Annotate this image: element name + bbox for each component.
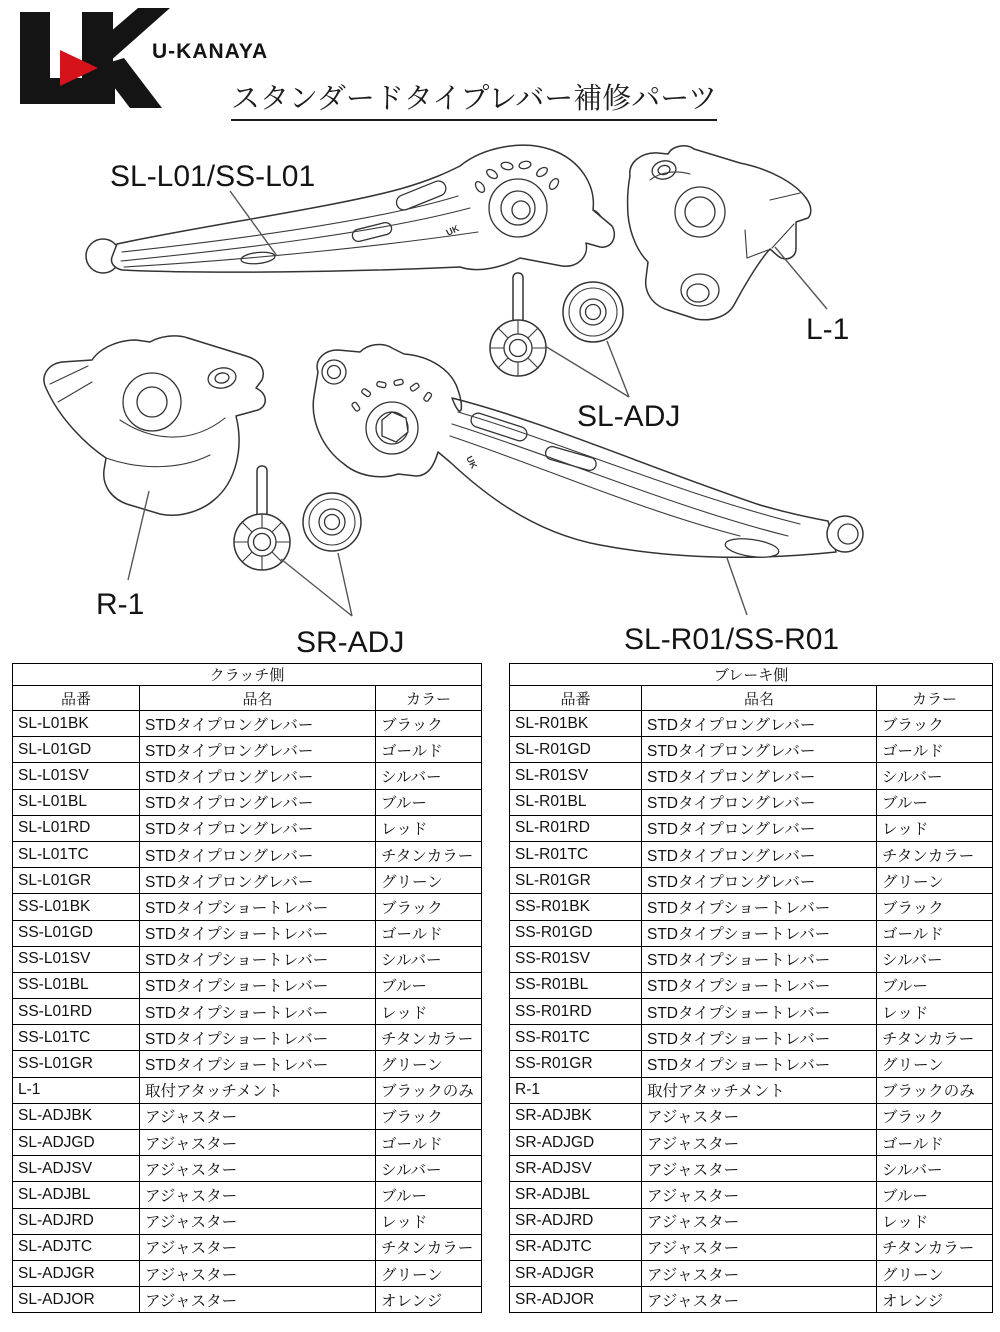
color-cell: オレンジ [877, 1287, 993, 1313]
part-name-cell: アジャスター [642, 1287, 877, 1313]
color-cell: ブルー [376, 789, 482, 815]
table-row [13, 1156, 482, 1182]
part-name-cell: アジャスター [642, 1103, 877, 1129]
table-row [13, 763, 482, 789]
part-name-cell: STDタイプショートレバー [642, 920, 877, 946]
table-row [510, 789, 993, 815]
part-number-cell: SL-R01GD [510, 737, 642, 763]
color-cell: ゴールド [877, 737, 993, 763]
table-title-clutch: クラッチ側 [13, 664, 482, 686]
part-number-cell: L-1 [13, 1077, 140, 1103]
part-name-cell: STDタイプロングレバー [642, 868, 877, 894]
clutch-parts-table [12, 663, 482, 1313]
table-row [510, 711, 993, 737]
part-name-cell: STDタイプロングレバー [642, 711, 877, 737]
color-cell: グリーン [877, 1260, 993, 1286]
color-cell: ブルー [877, 972, 993, 998]
part-name-cell: STDタイプショートレバー [140, 999, 376, 1025]
color-cell: ブラック [376, 1103, 482, 1129]
col-header-part-number: 品番 [510, 686, 642, 711]
part-number-cell: SS-R01SV [510, 946, 642, 972]
col-header-color: カラー [877, 686, 993, 711]
part-name-cell: アジャスター [140, 1156, 376, 1182]
table-row [510, 1287, 993, 1313]
color-cell: レッド [376, 815, 482, 841]
color-cell: チタンカラー [376, 1234, 482, 1260]
color-cell: シルバー [376, 1156, 482, 1182]
part-name-cell: STDタイプショートレバー [140, 946, 376, 972]
part-name-cell: STDタイプショートレバー [140, 920, 376, 946]
color-cell: ゴールド [877, 1130, 993, 1156]
part-name-cell: STDタイプショートレバー [140, 1051, 376, 1077]
part-name-cell: STDタイプロングレバー [140, 711, 376, 737]
part-name-cell: STDタイプロングレバー [140, 815, 376, 841]
part-number-cell: SR-ADJGD [510, 1130, 642, 1156]
part-name-cell: STDタイプロングレバー [642, 763, 877, 789]
brand-text: U-KANAYA [152, 40, 269, 63]
label-clutch-lever: SL-L01/SS-L01 [110, 160, 316, 193]
part-name-cell: アジャスター [140, 1103, 376, 1129]
table-row [13, 1025, 482, 1051]
part-number-cell: SR-ADJSV [510, 1156, 642, 1182]
color-cell: グリーン [376, 868, 482, 894]
part-number-cell: SL-L01BK [13, 711, 140, 737]
table-row [510, 894, 993, 920]
table-row [510, 1051, 993, 1077]
part-name-cell: アジャスター [140, 1260, 376, 1286]
table-row [13, 1234, 482, 1260]
l1-bracket-drawing [628, 146, 811, 320]
part-name-cell: STDタイプショートレバー [642, 894, 877, 920]
part-number-cell: SS-L01GD [13, 920, 140, 946]
part-number-cell: SL-ADJOR [13, 1287, 140, 1313]
part-number-cell: SS-R01RD [510, 999, 642, 1025]
color-cell: ブラック [877, 1103, 993, 1129]
part-number-cell: SS-R01GR [510, 1051, 642, 1077]
table-row [13, 1287, 482, 1313]
part-number-cell: SL-ADJSV [13, 1156, 140, 1182]
color-cell: グリーン [376, 1051, 482, 1077]
part-number-cell: SS-L01BK [13, 894, 140, 920]
clutch-table-body [13, 711, 482, 1313]
color-cell: レッド [877, 815, 993, 841]
part-number-cell: SS-R01BL [510, 972, 642, 998]
part-name-cell: 取付アタッチメント [642, 1077, 877, 1103]
part-number-cell: SL-R01GR [510, 868, 642, 894]
part-number-cell: SS-L01GR [13, 1051, 140, 1077]
part-number-cell: SL-ADJBL [13, 1182, 140, 1208]
lever-uk-mark: UK [464, 454, 480, 471]
brake-parts-table [509, 663, 993, 1313]
color-cell: チタンカラー [376, 1025, 482, 1051]
part-name-cell: アジャスター [140, 1130, 376, 1156]
part-number-cell: SL-L01GD [13, 737, 140, 763]
color-cell: オレンジ [376, 1287, 482, 1313]
part-name-cell: アジャスター [642, 1208, 877, 1234]
color-cell: チタンカラー [877, 841, 993, 867]
table-title-brake: ブレーキ側 [510, 664, 993, 686]
part-number-cell: SL-ADJGD [13, 1130, 140, 1156]
r1-bracket-drawing [44, 336, 265, 515]
page-title: スタンダードタイプレバー補修パーツ [231, 76, 717, 121]
color-cell: ブルー [376, 972, 482, 998]
table-row [510, 1182, 993, 1208]
part-name-cell: STDタイプロングレバー [140, 763, 376, 789]
table-row [13, 920, 482, 946]
table-row [510, 763, 993, 789]
table-row [13, 1208, 482, 1234]
part-name-cell: 取付アタッチメント [140, 1077, 376, 1103]
color-cell: ゴールド [376, 920, 482, 946]
color-cell: チタンカラー [376, 841, 482, 867]
color-cell: ブルー [376, 1182, 482, 1208]
col-header-part-name: 品名 [140, 686, 376, 711]
part-number-cell: SL-L01RD [13, 815, 140, 841]
part-number-cell: SS-R01GD [510, 920, 642, 946]
table-row [13, 1103, 482, 1129]
table-row [510, 1208, 993, 1234]
table-row [510, 1077, 993, 1103]
brake-adjuster-drawing [234, 466, 361, 570]
part-number-cell: SL-R01BL [510, 789, 642, 815]
label-brake-lever: SL-R01/SS-R01 [624, 623, 840, 656]
part-number-cell: SL-ADJGR [13, 1260, 140, 1286]
part-name-cell: STDタイプロングレバー [642, 815, 877, 841]
table-row [510, 868, 993, 894]
part-name-cell: STDタイプロングレバー [140, 789, 376, 815]
part-number-cell: SR-ADJBL [510, 1182, 642, 1208]
part-number-cell: SS-L01BL [13, 972, 140, 998]
part-name-cell: アジャスター [642, 1260, 877, 1286]
color-cell: ブラック [376, 894, 482, 920]
table-row [13, 737, 482, 763]
color-cell: ブラック [877, 894, 993, 920]
table-row [13, 841, 482, 867]
color-cell: ブルー [877, 789, 993, 815]
part-name-cell: アジャスター [642, 1130, 877, 1156]
table-row [13, 1182, 482, 1208]
table-row [510, 1156, 993, 1182]
table-row [13, 972, 482, 998]
part-number-cell: SL-R01TC [510, 841, 642, 867]
table-row [510, 1103, 993, 1129]
part-number-cell: SL-R01BK [510, 711, 642, 737]
color-cell: ゴールド [877, 920, 993, 946]
color-cell: ブラック [877, 711, 993, 737]
brake-table-body [510, 711, 993, 1313]
color-cell: シルバー [877, 1156, 993, 1182]
part-name-cell: STDタイプロングレバー [642, 737, 877, 763]
table-row [13, 815, 482, 841]
part-name-cell: STDタイプロングレバー [642, 841, 877, 867]
label-l1-bracket: L-1 [806, 313, 850, 346]
col-header-part-name: 品名 [642, 686, 877, 711]
table-row [510, 1130, 993, 1156]
part-name-cell: STDタイプロングレバー [140, 841, 376, 867]
color-cell: レッド [376, 999, 482, 1025]
part-name-cell: STDタイプロングレバー [140, 737, 376, 763]
part-number-cell: SL-ADJRD [13, 1208, 140, 1234]
part-name-cell: アジャスター [140, 1182, 376, 1208]
part-number-cell: SS-L01RD [13, 999, 140, 1025]
part-number-cell: SS-L01SV [13, 946, 140, 972]
label-r1-bracket: R-1 [96, 588, 145, 621]
table-row [13, 946, 482, 972]
color-cell: シルバー [376, 763, 482, 789]
part-name-cell: STDタイプロングレバー [642, 789, 877, 815]
part-name-cell: STDタイプショートレバー [642, 1051, 877, 1077]
table-row [510, 920, 993, 946]
part-name-cell: アジャスター [140, 1287, 376, 1313]
col-header-color: カラー [376, 686, 482, 711]
part-number-cell: SR-ADJTC [510, 1234, 642, 1260]
part-name-cell: STDタイプショートレバー [642, 999, 877, 1025]
part-number-cell: SL-R01SV [510, 763, 642, 789]
part-number-cell: SL-ADJTC [13, 1234, 140, 1260]
part-name-cell: STDタイプショートレバー [140, 894, 376, 920]
part-number-cell: SR-ADJRD [510, 1208, 642, 1234]
part-number-cell: SS-R01BK [510, 894, 642, 920]
table-row [13, 711, 482, 737]
part-number-cell: SL-L01SV [13, 763, 140, 789]
color-cell: レッド [877, 999, 993, 1025]
part-number-cell: R-1 [510, 1077, 642, 1103]
part-number-cell: SL-L01TC [13, 841, 140, 867]
table-row [13, 894, 482, 920]
part-number-cell: SL-L01BL [13, 789, 140, 815]
color-cell: チタンカラー [877, 1234, 993, 1260]
part-number-cell: SR-ADJGR [510, 1260, 642, 1286]
table-row [13, 789, 482, 815]
color-cell: レッド [376, 1208, 482, 1234]
color-cell: シルバー [877, 946, 993, 972]
part-number-cell: SL-ADJBK [13, 1103, 140, 1129]
parts-diagram [0, 118, 1000, 663]
color-cell: ブルー [877, 1182, 993, 1208]
color-cell: ブラックのみ [877, 1077, 993, 1103]
part-number-cell: SL-R01RD [510, 815, 642, 841]
ukanaya-logo [20, 8, 170, 108]
table-row [13, 1051, 482, 1077]
table-row [13, 1260, 482, 1286]
clutch-adjuster-drawing [490, 273, 623, 376]
color-cell: グリーン [877, 868, 993, 894]
part-number-cell: SR-ADJOR [510, 1287, 642, 1313]
table-row [510, 946, 993, 972]
lever-uk-mark: UK [444, 223, 461, 238]
color-cell: グリーン [877, 1051, 993, 1077]
part-name-cell: STDタイプロングレバー [140, 868, 376, 894]
part-number-cell: SL-L01GR [13, 868, 140, 894]
part-name-cell: STDタイプショートレバー [642, 1025, 877, 1051]
table-row [510, 1025, 993, 1051]
table-row [510, 999, 993, 1025]
table-row [510, 1234, 993, 1260]
table-row [510, 1260, 993, 1286]
table-row [510, 841, 993, 867]
color-cell: ブラック [376, 711, 482, 737]
part-number-cell: SR-ADJBK [510, 1103, 642, 1129]
color-cell: シルバー [877, 763, 993, 789]
part-number-cell: SS-L01TC [13, 1025, 140, 1051]
brake-lever-drawing [313, 345, 863, 561]
color-cell: レッド [877, 1208, 993, 1234]
part-number-cell: SS-R01TC [510, 1025, 642, 1051]
part-name-cell: STDタイプショートレバー [140, 1025, 376, 1051]
label-brake-adjuster: SR-ADJ [296, 626, 405, 659]
col-header-part-number: 品番 [13, 686, 140, 711]
color-cell: ゴールド [376, 737, 482, 763]
table-row [13, 1077, 482, 1103]
label-clutch-adjuster: SL-ADJ [577, 400, 681, 433]
color-cell: ブラックのみ [376, 1077, 482, 1103]
part-name-cell: STDタイプショートレバー [140, 972, 376, 998]
table-row [13, 1130, 482, 1156]
part-name-cell: STDタイプショートレバー [642, 946, 877, 972]
color-cell: グリーン [376, 1260, 482, 1286]
color-cell: チタンカラー [877, 1025, 993, 1051]
part-name-cell: アジャスター [140, 1208, 376, 1234]
part-name-cell: アジャスター [642, 1156, 877, 1182]
color-cell: ゴールド [376, 1130, 482, 1156]
table-row [510, 737, 993, 763]
table-row [510, 815, 993, 841]
table-row [13, 999, 482, 1025]
part-name-cell: アジャスター [642, 1182, 877, 1208]
part-name-cell: STDタイプショートレバー [642, 972, 877, 998]
table-row [510, 972, 993, 998]
color-cell: シルバー [376, 946, 482, 972]
part-name-cell: アジャスター [140, 1234, 376, 1260]
table-row [13, 868, 482, 894]
part-name-cell: アジャスター [642, 1234, 877, 1260]
